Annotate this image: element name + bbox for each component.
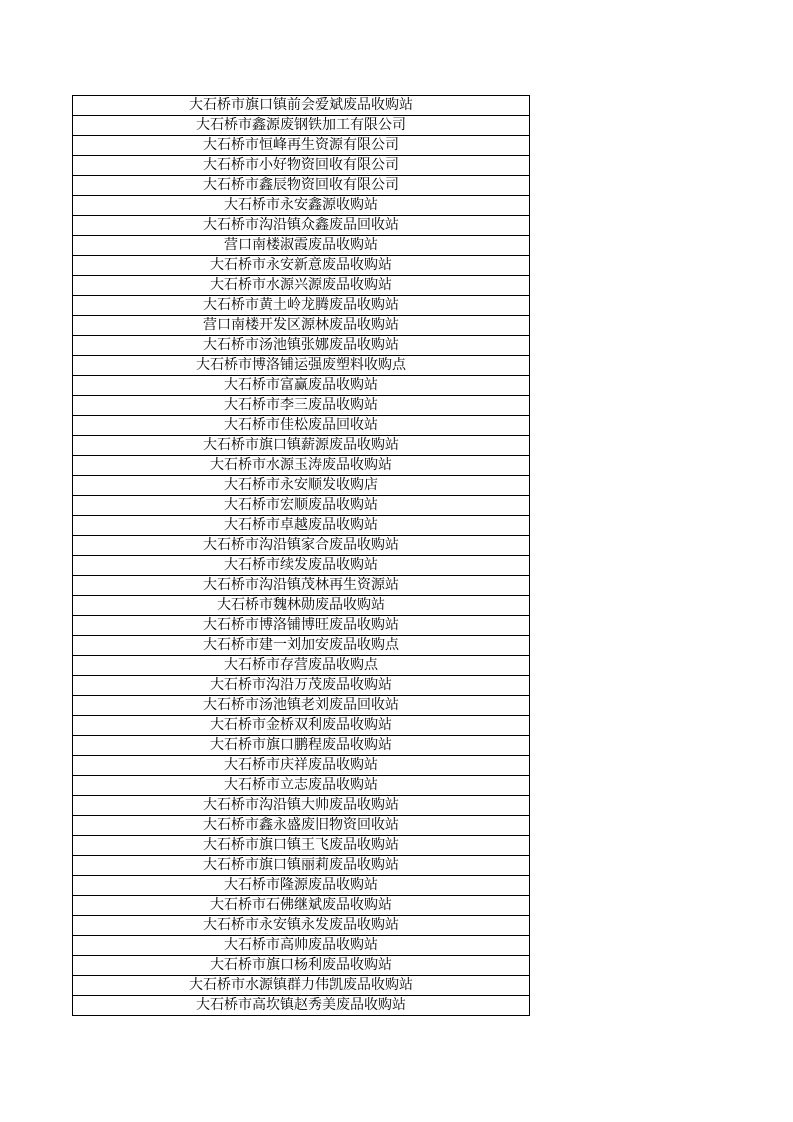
company-name-cell: 大石桥市隆源废品收购站 [73,876,530,896]
table-row [73,876,530,896]
company-name-cell: 大石桥市旗口镇王飞废品收购站 [73,836,530,856]
company-list-body [73,96,530,1016]
table-row [73,736,530,756]
company-name-cell: 大石桥市水源兴源废品收购站 [73,276,530,296]
company-name-cell: 大石桥市永安顺发收购店 [73,476,530,496]
company-name-cell: 大石桥市沟沿镇茂林再生资源站 [73,576,530,596]
company-name-cell: 大石桥市小好物资回收有限公司 [73,156,530,176]
table-row [73,556,530,576]
table-row [73,576,530,596]
company-name-cell: 大石桥市富赢废品收购站 [73,376,530,396]
table-row [73,956,530,976]
company-name-cell: 大石桥市博洛铺博旺废品收购站 [73,616,530,636]
company-name-cell: 大石桥市庆祥废品收购站 [73,756,530,776]
company-name-cell: 营口南楼开发区源林废品收购站 [73,316,530,336]
table-row [73,236,530,256]
table-row [73,896,530,916]
table-row [73,696,530,716]
company-name-cell: 大石桥市黄土岭龙腾废品收购站 [73,296,530,316]
company-name-cell: 大石桥市沟沿镇众鑫废品回收站 [73,216,530,236]
company-list-table [72,95,530,1016]
table-row [73,196,530,216]
table-row [73,436,530,456]
company-name-cell: 大石桥市存营废品收购点 [73,656,530,676]
company-name-cell: 大石桥市旗口杨利废品收购站 [73,956,530,976]
table-row [73,136,530,156]
table-row [73,776,530,796]
company-name-cell: 大石桥市永安新意废品收购站 [73,256,530,276]
table-row [73,796,530,816]
company-name-cell: 大石桥市鑫永盛废旧物资回收站 [73,816,530,836]
company-name-cell: 大石桥市高坎镇赵秀美废品收购站 [73,996,530,1016]
company-name-cell: 大石桥市汤池镇张娜废品收购站 [73,336,530,356]
company-name-cell: 大石桥市沟沿镇家合废品收购站 [73,536,530,556]
table-row [73,296,530,316]
table-row [73,676,530,696]
company-name-cell: 大石桥市永安鑫源收购站 [73,196,530,216]
table-row [73,416,530,436]
company-name-cell: 大石桥市旗口镇薪源废品收购站 [73,436,530,456]
company-name-cell: 大石桥市续发废品收购站 [73,556,530,576]
table-row [73,496,530,516]
company-name-cell: 大石桥市建一刘加安废品收购点 [73,636,530,656]
table-row [73,716,530,736]
table-row [73,356,530,376]
table-row [73,996,530,1016]
company-name-cell: 大石桥市鑫源废钢铁加工有限公司 [73,116,530,136]
company-name-cell: 大石桥市旗口镇前会爱斌废品收购站 [73,96,530,116]
table-row [73,636,530,656]
table-row [73,516,530,536]
company-name-cell: 大石桥市永安镇永发废品收购站 [73,916,530,936]
table-row [73,596,530,616]
company-name-cell: 大石桥市魏林勋废品收购站 [73,596,530,616]
table-row [73,396,530,416]
table-row [73,836,530,856]
table-row [73,916,530,936]
company-name-cell: 大石桥市立志废品收购站 [73,776,530,796]
table-row [73,336,530,356]
company-name-cell: 大石桥市恒峰再生资源有限公司 [73,136,530,156]
table-row [73,456,530,476]
table-row [73,756,530,776]
table-row [73,856,530,876]
company-name-cell: 大石桥市李三废品收购站 [73,396,530,416]
company-name-cell: 大石桥市旗口鹏程废品收购站 [73,736,530,756]
company-name-cell: 大石桥市宏顺废品收购站 [73,496,530,516]
company-name-cell: 大石桥市金桥双利废品收购站 [73,716,530,736]
table-row [73,156,530,176]
table-row [73,256,530,276]
company-name-cell: 大石桥市旗口镇丽莉废品收购站 [73,856,530,876]
company-name-cell: 大石桥市鑫辰物资回收有限公司 [73,176,530,196]
table-row [73,536,530,556]
company-name-cell: 大石桥市汤池镇老刘废品回收站 [73,696,530,716]
table-row [73,176,530,196]
company-name-cell: 大石桥市卓越废品收购站 [73,516,530,536]
table-row [73,96,530,116]
table-row [73,976,530,996]
table-row [73,616,530,636]
table-row [73,656,530,676]
table-row [73,116,530,136]
table-row [73,216,530,236]
company-name-cell: 大石桥市石佛继斌废品收购站 [73,896,530,916]
table-row [73,936,530,956]
company-name-cell: 大石桥市沟沿镇大帅废品收购站 [73,796,530,816]
company-name-cell: 大石桥市佳松废品回收站 [73,416,530,436]
company-name-cell: 大石桥市博洛铺运强废塑料收购点 [73,356,530,376]
company-name-cell: 大石桥市水源玉涛废品收购站 [73,456,530,476]
table-row [73,376,530,396]
table-row [73,316,530,336]
table-row [73,276,530,296]
company-name-cell: 营口南楼淑霞废品收购站 [73,236,530,256]
table-row [73,476,530,496]
company-name-cell: 大石桥市水源镇群力伟凯废品收购站 [73,976,530,996]
company-name-cell: 大石桥市高帅废品收购站 [73,936,530,956]
company-name-cell: 大石桥市沟沿万茂废品收购站 [73,676,530,696]
table-row [73,816,530,836]
